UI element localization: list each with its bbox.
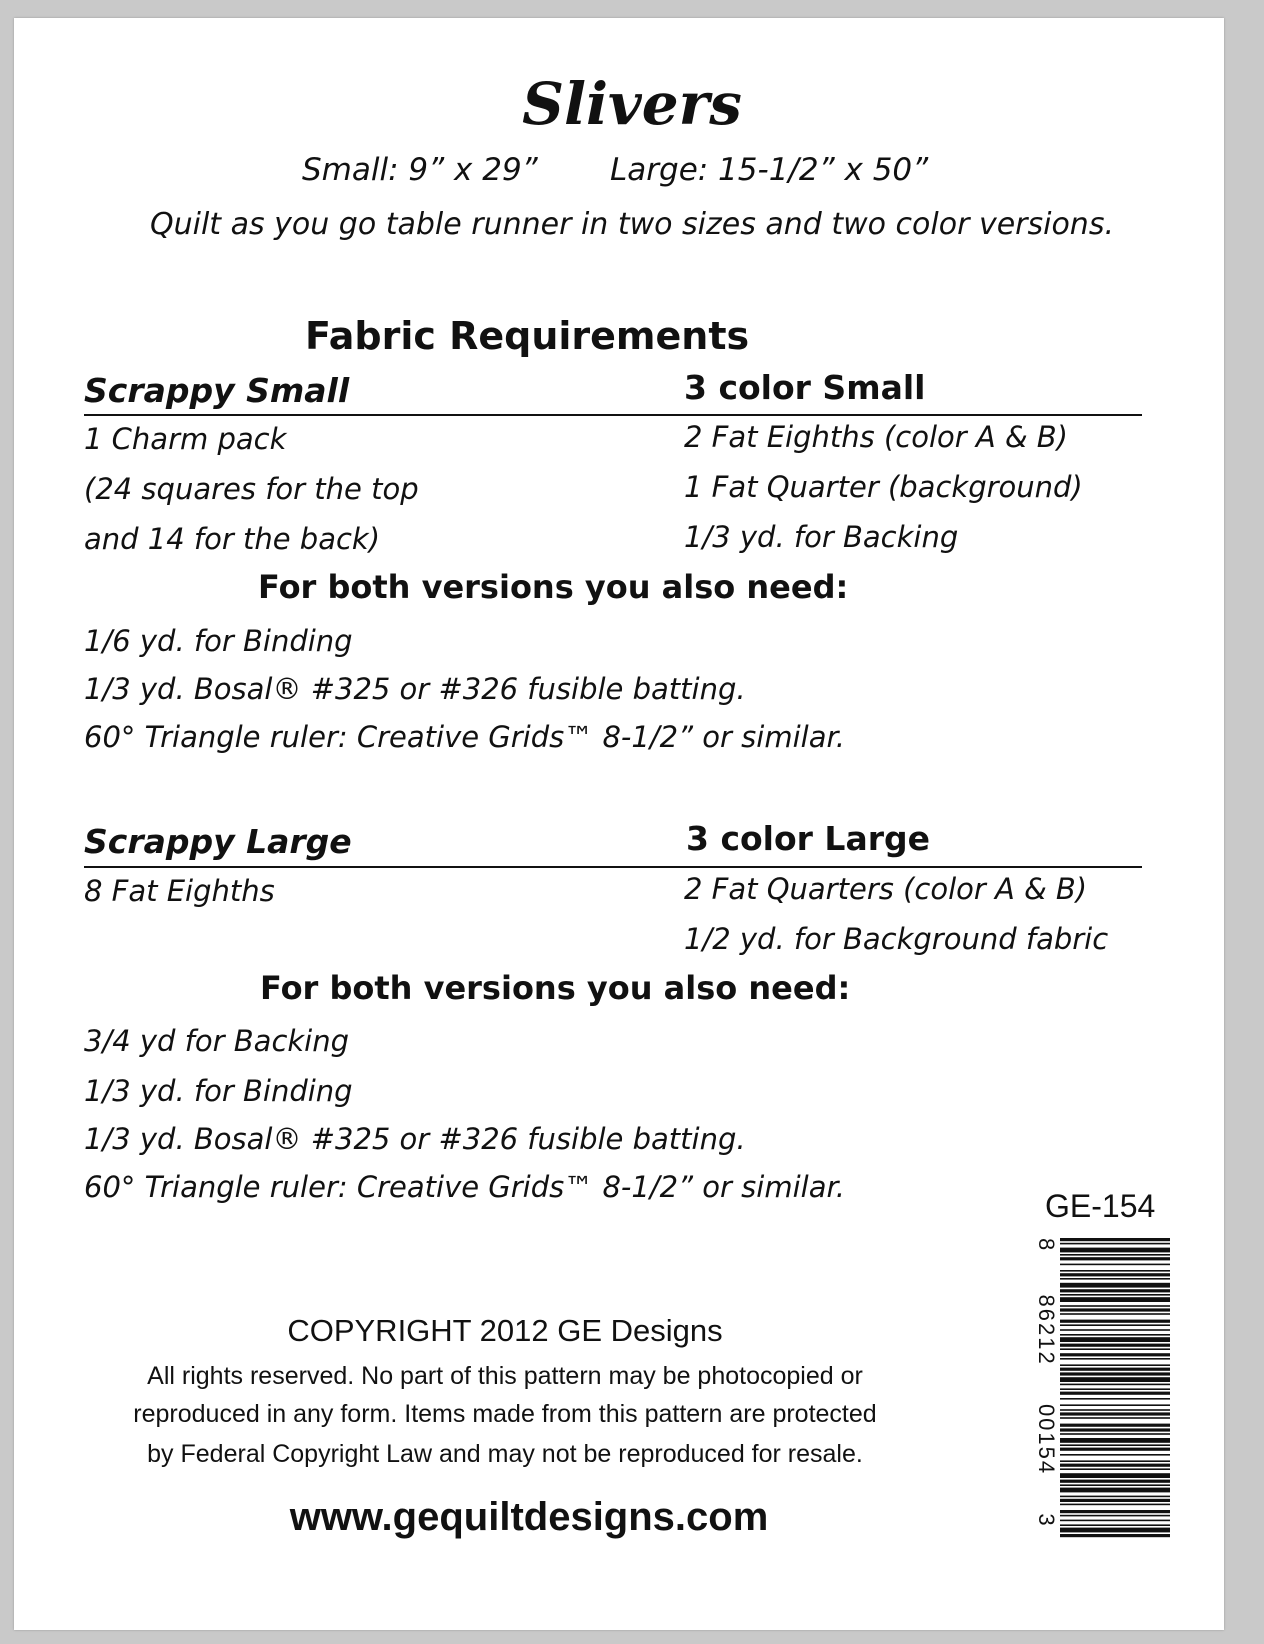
barcode-bar <box>1060 1324 1170 1326</box>
fabric-requirements-heading: Fabric Requirements <box>305 314 750 358</box>
website-url: www.gequiltdesigns.com <box>289 1495 769 1539</box>
scrappy-small-header: Scrappy Small <box>84 371 350 410</box>
barcode-bar <box>1060 1464 1170 1467</box>
small-both-item-2: 1/3 yd. Bosal® #325 or #326 fusible batting. <box>84 672 746 706</box>
barcode-bar <box>1060 1488 1170 1493</box>
barcode-bar <box>1060 1264 1170 1266</box>
rights-line-1: All rights reserved. No part of this pattern may be photocopied or <box>147 1362 863 1390</box>
barcode-digit-group-2: 00154 <box>1034 1403 1059 1476</box>
barcode-bar <box>1060 1337 1170 1342</box>
barcode-bar <box>1060 1358 1170 1360</box>
barcode-bar <box>1060 1468 1170 1470</box>
small-both-item-3: 60° Triangle ruler: Creative Grids™ 8-1/2” or similar. <box>84 720 845 754</box>
large-both-item-1: 3/4 yd for Backing <box>84 1024 350 1058</box>
tagline: Quilt as you go table runner in two sizes and two color versions. <box>150 207 1114 242</box>
scrappy-large-header: Scrappy Large <box>84 822 352 861</box>
barcode-bar <box>1060 1329 1170 1331</box>
barcode-bar <box>1060 1398 1170 1400</box>
barcode-bar <box>1060 1515 1170 1517</box>
barcode-bar <box>1060 1444 1170 1446</box>
barcode-bar <box>1060 1448 1170 1451</box>
barcode-digit-bottom: 3 <box>1034 1513 1059 1528</box>
barcode-bar <box>1060 1254 1170 1256</box>
scrappy-small-item-2: (24 squares for the top <box>84 472 419 506</box>
large-both-item-2: 1/3 yd. for Binding <box>84 1074 353 1108</box>
barcode-bar <box>1060 1334 1170 1336</box>
barcode-bar <box>1060 1308 1170 1311</box>
barcode-bar <box>1060 1484 1170 1486</box>
barcode-bar <box>1060 1384 1170 1386</box>
scrappy-small-item-1: 1 Charm pack <box>84 422 287 456</box>
three-color-large-header: 3 color Large <box>686 819 931 858</box>
small-both-item-1: 1/6 yd. for Binding <box>84 624 353 658</box>
barcode-bar <box>1060 1392 1170 1395</box>
barcode-bar <box>1060 1496 1170 1498</box>
barcode-bar <box>1060 1520 1170 1522</box>
pattern-title: Slivers <box>522 70 742 138</box>
copyright-line: COPYRIGHT 2012 GE Designs <box>287 1313 723 1348</box>
barcode-bar <box>1060 1424 1170 1427</box>
barcode-bar <box>1060 1388 1170 1390</box>
barcode-bar <box>1060 1344 1170 1347</box>
barcode-bar <box>1060 1248 1170 1253</box>
barcode-bar <box>1060 1320 1170 1323</box>
barcode-bar <box>1060 1238 1170 1241</box>
barcode-bar <box>1060 1270 1170 1272</box>
barcode-bar <box>1060 1353 1170 1356</box>
large-both-versions-heading: For both versions you also need: <box>260 969 851 1007</box>
barcode-bar <box>1060 1372 1170 1375</box>
barcode-bar <box>1060 1480 1170 1483</box>
barcode-bar <box>1060 1404 1170 1406</box>
color-large-item-1: 2 Fat Quarters (color A & B) <box>684 872 1088 906</box>
barcode-bar <box>1060 1524 1170 1526</box>
barcode-bar <box>1060 1294 1170 1296</box>
barcode-bar <box>1060 1510 1170 1513</box>
large-both-item-4: 60° Triangle ruler: Creative Grids™ 8-1/2” or similar. <box>84 1170 845 1204</box>
small-header-rule <box>84 414 1142 416</box>
barcode-bar <box>1060 1305 1170 1307</box>
product-code: GE-154 <box>1045 1188 1156 1224</box>
barcode-digit-group-1: 86212 <box>1034 1294 1059 1366</box>
size-large: Large: 15-1/2” x 50” <box>610 152 929 188</box>
barcode-bar <box>1060 1283 1170 1288</box>
large-both-item-3: 1/3 yd. Bosal® #325 or #326 fusible batting. <box>84 1122 746 1156</box>
barcode-digit-top: 8 <box>1034 1238 1059 1253</box>
barcode-bar <box>1060 1257 1170 1260</box>
barcode-bar <box>1060 1368 1170 1371</box>
barcode-bar <box>1060 1243 1170 1245</box>
barcode-bar <box>1060 1499 1170 1502</box>
barcode-bar <box>1060 1273 1170 1276</box>
barcode-bar <box>1060 1348 1170 1350</box>
color-small-item-3: 1/3 yd. for Backing <box>684 520 959 554</box>
barcode-bar <box>1060 1454 1170 1456</box>
barcode-bar <box>1060 1412 1170 1415</box>
color-large-item-2: 1/2 yd. for Background fabric <box>684 922 1109 956</box>
color-small-item-1: 2 Fat Eighths (color A & B) <box>684 420 1068 454</box>
rights-line-2: reproduced in any form. Items made from this pattern are protected <box>133 1400 877 1428</box>
barcode-bar <box>1060 1428 1170 1431</box>
barcode-bar <box>1060 1289 1170 1292</box>
barcode-bar <box>1060 1460 1170 1462</box>
large-header-rule <box>84 866 1142 868</box>
scrappy-large-item-1: 8 Fat Eighths <box>84 874 275 908</box>
barcode-bar <box>1060 1278 1170 1280</box>
barcode-bar <box>1060 1377 1170 1382</box>
barcode-bar <box>1060 1409 1170 1411</box>
barcode-bar <box>1060 1417 1170 1419</box>
barcode-graphic <box>1030 1238 1170 1538</box>
small-both-versions-heading: For both versions you also need: <box>258 568 849 606</box>
barcode-bar <box>1060 1297 1170 1302</box>
barcode-bar <box>1060 1473 1170 1478</box>
barcode-bar <box>1060 1504 1170 1506</box>
three-color-small-header: 3 color Small <box>684 368 926 407</box>
barcode-bar <box>1060 1438 1170 1443</box>
barcode-bar <box>1060 1534 1170 1537</box>
barcode-bar <box>1060 1364 1170 1366</box>
color-small-item-2: 1 Fat Quarter (background) <box>684 470 1083 504</box>
barcode-bar <box>1060 1433 1170 1435</box>
barcode-bar <box>1060 1528 1170 1533</box>
size-small: Small: 9” x 29” <box>302 152 538 188</box>
barcode-bar <box>1060 1313 1170 1315</box>
rights-line-3: by Federal Copyright Law and may not be reproduced for resale. <box>147 1440 863 1468</box>
scrappy-small-item-3: and 14 for the back) <box>84 522 381 556</box>
